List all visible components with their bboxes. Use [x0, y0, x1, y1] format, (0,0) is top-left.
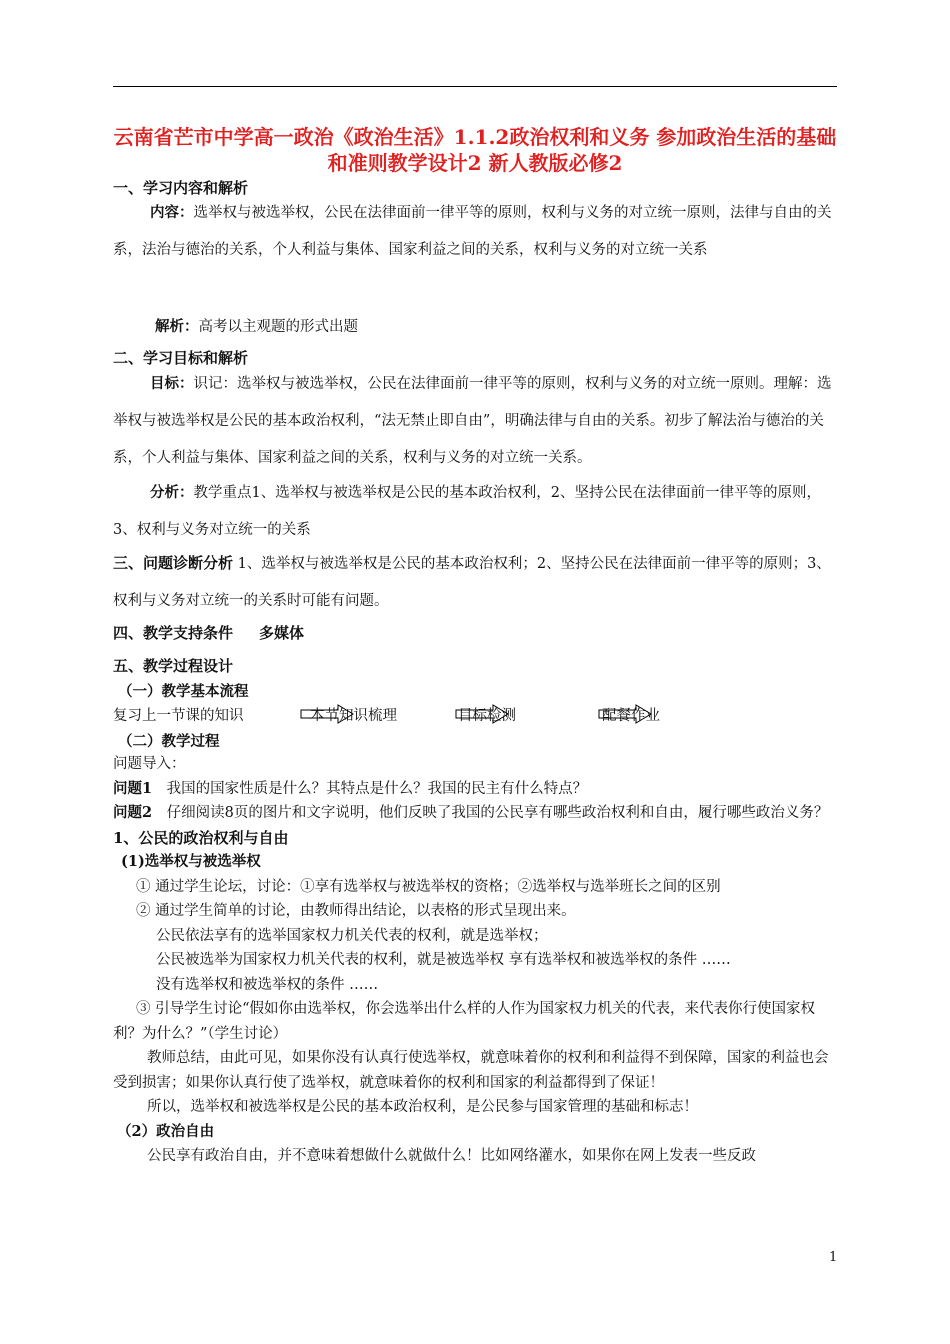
subsection-process-heading: （二）教学过程 — [118, 733, 220, 750]
paragraph-guide: ③ 引导学生讨论“假如你由选举权，你会选举出什么样的人作为国家权力机关的代表，来代表你行使国家权利？为什么？”（学生讨论） — [113, 1001, 816, 1042]
heading-election-rights: (1)选举权与被选举权 — [121, 853, 261, 870]
section-1-content: 内容：选举权与被选举权，公民在法律面前一律平等的原则，权利与义务的对立统一原则，法律与自由的关系，法治与德治的关系，个人利益与集体、国家利益之间的关系，权利与义务的对立统一关系 — [113, 204, 832, 258]
section-5-heading: 五、教学过程设计 — [113, 657, 234, 675]
paragraph-conclusion: 所以，选举权和被选举权是公民的基本政治权利，是公民参与国家管理的基础和标志！ — [147, 1099, 698, 1115]
page-number: 1 — [829, 1250, 838, 1265]
section-4: 四、教学支持条件 多媒体 — [113, 624, 305, 642]
paragraph-vote-right: 公民依法享有的选举国家权力机关代表的权利，就是选举权； — [156, 927, 548, 944]
paragraph-discussion: ② 通过学生简单的讨论，由教师得出结论，以表格的形式呈现出来。 — [136, 903, 576, 919]
flow-step-1: 复习上一节课的知识 — [113, 708, 244, 724]
paragraph-forum: ① 通过学生论坛，讨论：①享有选举权与被选举权的资格；②选举权与选举班长之间的区别 — [136, 878, 721, 895]
question-2: 问题2 仔细阅读8页的图片和文字说明，他们反映了我国的公民享有哪些政治权利和自由，履行哪些政治义务？ — [113, 804, 829, 821]
section-3: 三、问题诊断分析 1、选举权与被选举权是公民的基本政治权利；2、坚持公民在法律面前一律平等的原则；3、权利与义务对立统一的关系时可能有问题。 — [113, 554, 831, 609]
paragraph-freedom: 公民享有政治自由，并不意味着想做什么就做什么！比如网络灌水，如果你在网上发表一些反政 — [147, 1148, 756, 1164]
section-1-heading: 一、学习内容和解析 — [113, 179, 249, 197]
flow-step-4: 配餐作业 — [602, 708, 660, 724]
question-1: 问题1 我国的国家性质是什么？其特点是什么？我国的民主有什么特点？ — [113, 779, 588, 797]
section-1-analysis: 解析：高考以主观题的形式出题 — [155, 318, 358, 335]
header-rule — [113, 86, 837, 87]
flow-step-3: 目标检测 — [458, 708, 516, 724]
intro-line: 问题导入： — [113, 756, 186, 772]
section-2-analysis: 分析：教学重点1、选举权与被选举权是公民的基本政治权利，2、坚持公民在法律面前一律平等的原则，3、权利与义务对立统一的关系 — [113, 484, 821, 538]
section-2-heading: 二、学习目标和解析 — [113, 349, 249, 367]
section-2-goal: 目标：识记：选举权与被选举权，公民在法律面前一律平等的原则，权利与义务的对立统一原则。理解：选举权与被选举权是公民的基本政治权利，“法无禁止即自由”，明确法律与自由的关系。初步了解法治与德治的关系，个人利益与集体、国家利益之间的关系，权利与义务的对立统一关系。 — [113, 375, 832, 466]
paragraph-summary: 教师总结，由此可见，如果你没有认真行使选举权，就意味着你的权利和利益得不到保障，国家的利益也会受到损害；如果你认真行使了选举权，就意味着你的权利和国家的利益都得到了保证！ — [113, 1050, 829, 1091]
heading-rights-freedom: 1、公民的政治权利与自由 — [113, 828, 289, 847]
paragraph-elected-right: 公民被选举为国家权力机关代表的权利，就是被选举权 享有选举权和被选举权的条件 …… — [156, 952, 731, 968]
document-title: 云南省芒市中学高一政治《政治生活》1.1.2政治权利和义务 参加政治生活的基础和准则教学设计2 新人教版必修2 — [113, 125, 837, 175]
process-body — [113, 752, 837, 1169]
flow-step-2: 本节知识梳理 — [310, 708, 397, 724]
paragraph-no-right: 没有选举权和被选举权的条件 …… — [156, 976, 379, 993]
heading-political-freedom: （2）政治自由 — [117, 1122, 215, 1140]
subsection-flow-heading: （一）教学基本流程 — [118, 683, 249, 700]
